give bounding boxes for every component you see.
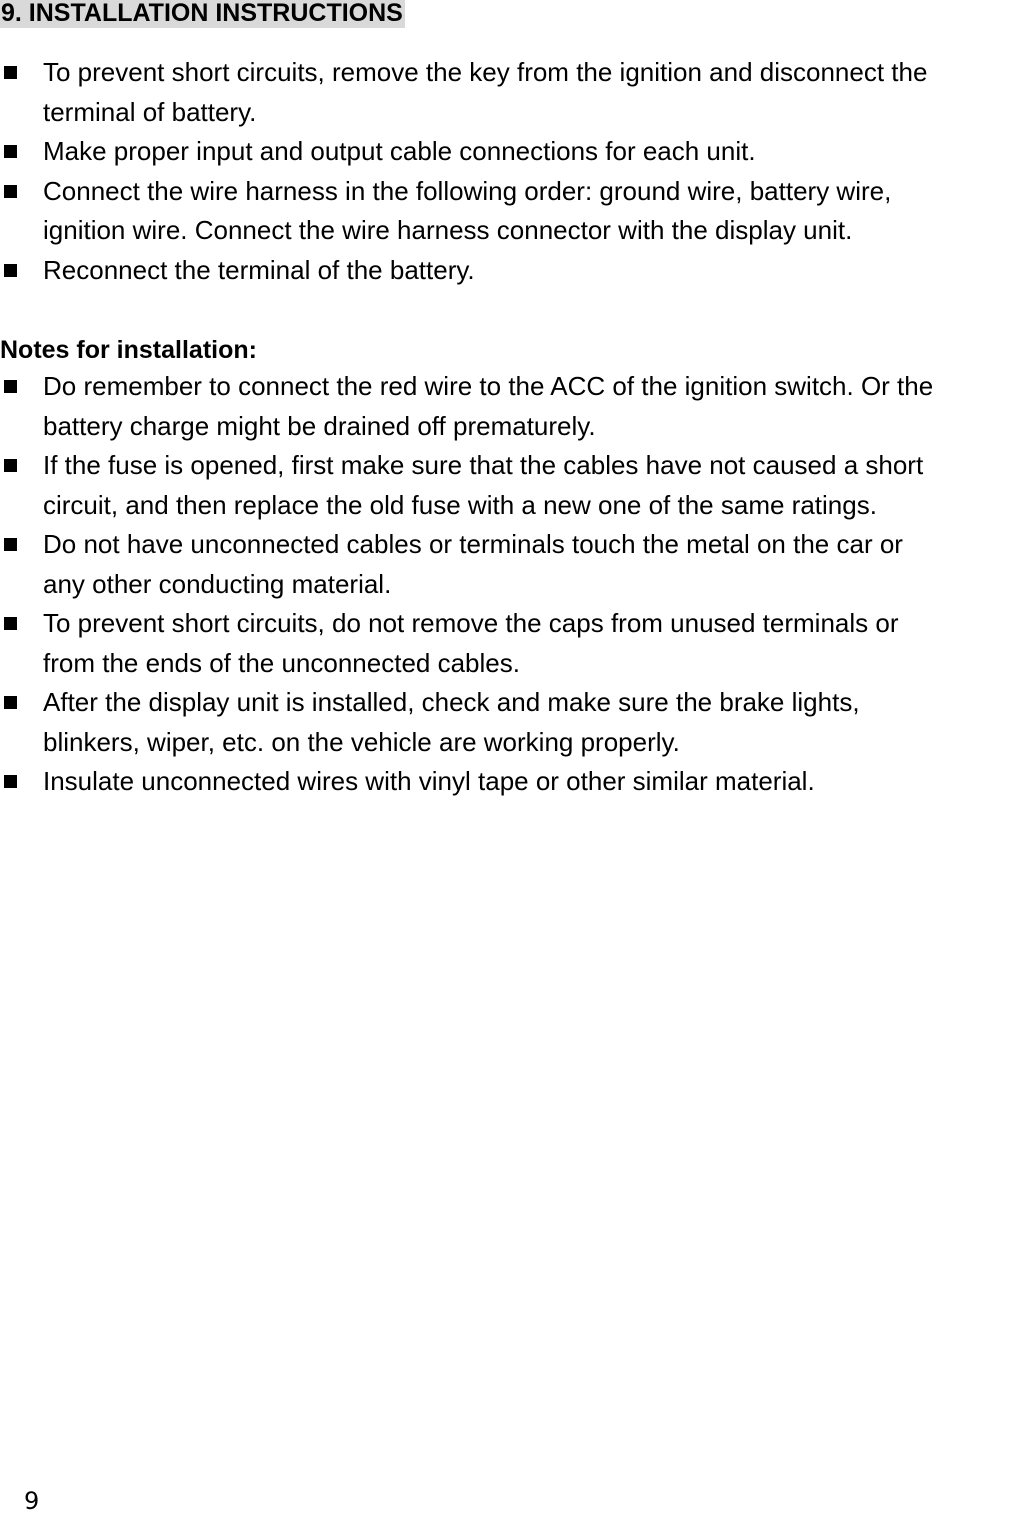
list-item-text: circuit, and then replace the old fuse with a new one of the same ratings. [43,489,877,520]
list-item-text: any other conducting material. [43,568,392,599]
list-item-text: blinkers, wiper, etc. on the vehicle are working properly. [43,726,680,757]
list-item-text: To prevent short circuits, do not remove the caps from unused terminals or [43,608,899,638]
square-bullet-icon [4,617,17,630]
list-item-text: If the fuse is opened, first make sure that the cables have not caused a short [43,450,924,480]
square-bullet-icon [4,696,17,709]
list-item-text: from the ends of the unconnected cables. [43,647,520,678]
list-item-text: terminal of battery. [43,96,257,127]
list-item-text: After the display unit is installed, check and make sure the brake lights, [43,687,860,717]
square-bullet-icon [4,380,17,393]
list-item [0,367,1032,446]
square-bullet-icon [4,185,17,198]
list-item [0,604,1032,683]
list-item-text: Reconnect the terminal of the battery. [43,254,475,285]
page-number: 9 [24,1487,40,1515]
list-item-text: Make proper input and output cable connections for each unit. [43,136,756,166]
list-item-text: Insulate unconnected wires with vinyl tape or other similar material. [43,766,815,796]
list-item [0,762,1032,802]
square-bullet-icon [4,775,17,788]
list-item [0,132,1032,172]
list-item [0,683,1032,762]
square-bullet-icon [4,538,17,551]
list-item-text: Do not have unconnected cables or terminals touch the metal on the car or [43,529,903,559]
list-item [0,446,1032,525]
list-item-text: ignition wire. Connect the wire harness connector with the display unit. [43,215,853,245]
list-item [0,251,1032,291]
installation-steps-list [0,53,1032,290]
list-item-text: battery charge might be drained off prematurely. [43,410,596,441]
list-item-text: Do remember to connect the red wire to the ACC of the ignition switch. Or the [43,371,934,401]
square-bullet-icon [4,264,17,277]
list-item-text: To prevent short circuits, remove the key from the ignition and disconnect the [43,57,928,87]
square-bullet-icon [4,66,17,79]
list-item [0,172,1032,251]
notes-heading: Notes for installation: [0,336,257,364]
square-bullet-icon [4,459,17,472]
list-item-text: Connect the wire harness in the following order: ground wire, battery wire, [43,175,892,206]
section-title: 9. INSTALLATION INSTRUCTIONS [1,0,403,27]
list-item [0,53,1032,132]
square-bullet-icon [4,145,17,158]
installation-notes-list [0,367,1032,802]
list-item [0,525,1032,604]
